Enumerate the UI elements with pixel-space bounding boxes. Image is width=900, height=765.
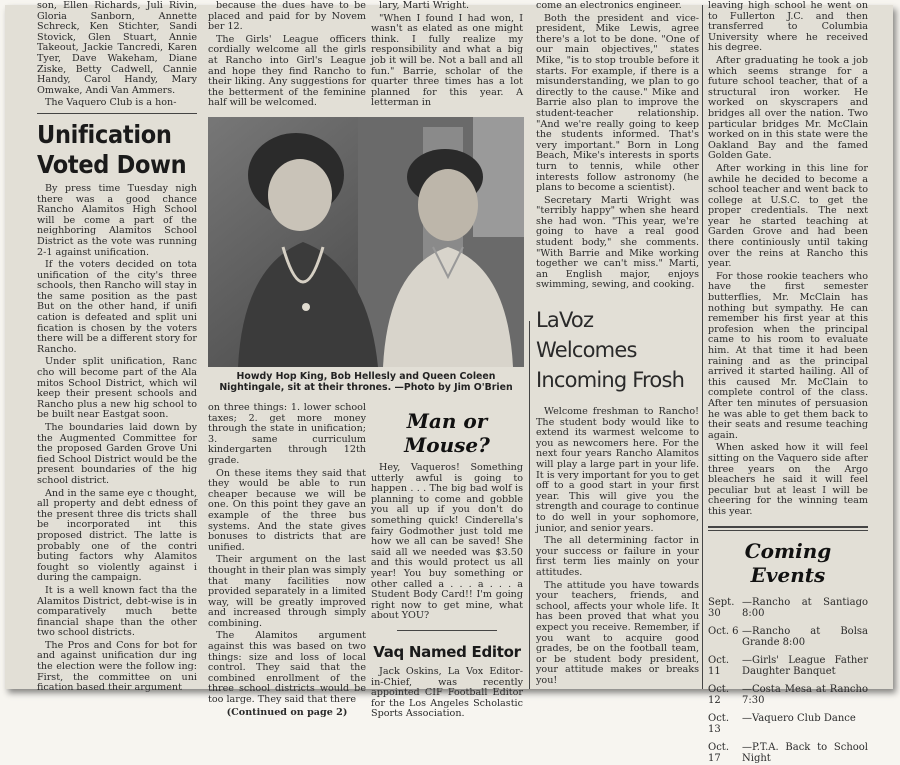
event-item xyxy=(708,684,868,707)
headline-man-or-mouse: Man or Mouse? xyxy=(404,409,490,457)
event-date: Oct. 17 xyxy=(708,741,729,764)
headline-lavoz-welcomes: LaVoz Welcomes xyxy=(536,308,637,363)
article-paragraph: The Alamitos argument against this was based on two things: size and loss of local control. They said that the combined enrollment of the three school districts would be too large. They said that there xyxy=(208,630,366,706)
column-rule xyxy=(529,321,530,689)
article-paragraph: Jack Oskins, La Vox Editor-in-Chief, was recently appointed CIF Football Editor for the Los Angeles Scholastic Sports Association. xyxy=(371,665,523,720)
article-paragraph: It is a well known fact tha the Alamitos District, debt-wise is in comparatively much bette financial shape than the other two school districts. xyxy=(37,584,197,639)
column-unification-continued xyxy=(208,402,366,718)
column-rule xyxy=(702,5,703,689)
article-paragraph: Hey, Vaqueros! Something utterly awful is going to happen . . . The big bad wolf is planning to come and gobble you all up if you don't do something quick! Cinderella's fairy Godmother just told me how we all can be saved! She said all we needed was $3.50 and this would protect us all year! You buy something or other called a . . . a . . . a Student Body Card!! I'm going right now to get mine, what about YOU? xyxy=(371,462,523,622)
event-text: —Rancho at Santiago 8:00 xyxy=(742,596,868,619)
article-paragraph: By press time Tuesday nigh there was a good chance Rancho Alamitos High School will be come a part of the neighboring Alamitos School District as the vote was running 2-1 against unification. xyxy=(37,182,197,258)
article-paragraph: When asked how it will feel sitting on the Vaquero side after three years on the Argo bleachers he said it will feel peculiar but at least I will be cheering for the winning team this year. xyxy=(708,442,868,517)
photo-image xyxy=(208,117,524,367)
article-paragraph: After working in this line for awhile he decided to become a school teacher and went back to college at U.S.C. to get the proper credentials. The next year he started teaching at Garden Grove and had been there continiously until taking over the reins at Rancho this year. xyxy=(708,162,868,270)
headline-voted-down: Voted Down xyxy=(37,149,187,179)
article-paragraph: For those rookie teachers who have the first semester butterflies, Mr. McClain has nothing but sympathy. He can remember his first year at this profesion when the principal came to his room to evaluate him. At that time it had been raining and as the principal arrived it started hailing. All of this caused Mr. McClain to complete control of the class. After ten minutes of persuasion he was able to get them back to their seats and resume teaching again. xyxy=(708,270,868,441)
event-date: Oct. 12 xyxy=(708,683,729,706)
event-date: Oct. 6 xyxy=(708,625,739,637)
event-text: —Rancho at Bolsa Grande 8:00 xyxy=(742,625,868,648)
article-paragraph: After graduating he took a job which seems strange for a future school teacher, that of a structural iron worker. He worked on skyscrapers and bridges all over the nation. Two particular bridges Mr. McClain worked on in this state were the Oakland Bay and the famed Golden Gate. xyxy=(708,54,868,162)
event-text: —Girls' League Father Daughter Banquet xyxy=(742,654,868,677)
article-paragraph: Under split unification, Ranc cho will become part of the Ala mitos School District, which wil keep their present schools and Rancho plus a new hig school to be built near Eastgat soon. xyxy=(37,356,197,421)
article-paragraph: Welcome freshman to Rancho! The student body would like to extend its warmest welcome to you as newcomers here. For the next four years Rancho Alamitos will play a large part in your life. It is very important for you to get off to a good start in your first year. This will give you the strength and courage to continue to do well in your sophomore, junior, and senior years. xyxy=(536,406,700,534)
headline-unification: Unification xyxy=(37,119,172,149)
column-student-body xyxy=(536,0,700,689)
newspaper-page xyxy=(5,0,893,764)
article-paragraph: lary, Marti Wright. xyxy=(379,0,470,11)
article-paragraph: If the voters decided on tota unification of the city's three schools, then Rancho will stay in the same position as the past But on the other hand, if unifi cation is defeated and split uni fication is chosen by the voters there will be a different story for Rancho. xyxy=(37,259,197,355)
article-paragraph: "When I found I had won, I wasn't as elated as one might think. I fully realize my responsibility and what a big job it will be. Not a ball and all fun." Barrie, scholar of the quarter three times has a lot planned for this year. A letterman in xyxy=(371,12,523,109)
headline-coming-events: Coming Events xyxy=(744,538,832,587)
article-paragraph: The attitude you have towards your teachers, friends, and school, affects your whole life. It has been proved that what you expect you receive. Remember, if you want to acquire good grades, be on the football team, or be student body president, your attitude makes or breaks you! xyxy=(536,579,699,686)
column-mcclain xyxy=(708,0,868,764)
article-paragraph: The boundaries laid down by the Augmented Committee for the proposed Garden Grove Uni fied School District would be the present boundaries of the hig school district. xyxy=(37,422,197,486)
article-paragraph: On these items they said that they would be able to run cheaper because we will be one. On this point they gave an example of the three bus systems. And the state gives bonuses to districts that are unified. xyxy=(208,467,366,553)
column-girls-league xyxy=(208,0,366,109)
event-item xyxy=(708,626,868,649)
article-paragraph: come an electronics engineer. xyxy=(536,0,682,11)
article-paragraph: Secretary Marti Wright was "terribly happy" when she heard she had won. "This year, we're going to have a real good student body," she comments. "With Barrie and Mike working together we can't miss." Marti, an English major, enjoys swimming, sewing, and cooking. xyxy=(536,194,699,291)
event-text: —Costa Mesa at Rancho 7:30 xyxy=(742,683,868,706)
girls-league-names: son, Ellen Richards, Juli Rivin, Gloria Sanborn, Annette Schreck, Ken Stichter, Sandi Stovick, Glen Stuart, Annie Takeout, Jackie Tancredi, Karen Tyer, Dave Wakeham, Diane Ziske, Betty Cadwell, Cannie Handy, Carol Handy, Mary Omwake, Andi Van Ammers. xyxy=(37,0,197,96)
article-paragraph: leaving high school he went on to Fullerton J.C. and then transferred to Columbia University where he received his degree. xyxy=(708,0,868,54)
event-item xyxy=(708,655,868,678)
event-date: Oct. 13 xyxy=(708,712,729,735)
royalty-photo xyxy=(208,117,524,367)
article-paragraph: The Pros and Cons for bot for and against unification dur ing the election were the follow ing: First, the committee on uni fication based their argument xyxy=(37,639,197,694)
article-paragraph: The Girls' League officers cordially welcome all the girls at Rancho into Girl's League and hope they find Rancho to their liking. Any suggestions for the betterment of the feminine half will be welcomed. xyxy=(208,33,366,109)
column-unification xyxy=(37,0,197,694)
event-text: —Vaquero Club Dance xyxy=(742,712,856,724)
event-item xyxy=(708,742,868,765)
article-paragraph: on three things: 1. lower school taxes; 2. get more money through the state in unification; 3. same curriculum kindergarten through 12th grade. xyxy=(208,402,366,466)
article-paragraph: And in the same eye c thought, all property and debt edness of the present three dis tricts shall be incorporated int this proposed district. The latte is probably one of the contri buting factors why Alamitos fought so violently against i during the campaign. xyxy=(37,487,197,584)
continued-note: (Continued on page 2) xyxy=(226,706,348,718)
article-paragraph: Both the president and vice-president, Mike Lewis, agree there's a lot to be done. "One of our main objectives," states Mike, "is to stop trouble before it starts. For example, if there is a misunderstanding, we plan to go directly to the cause." Mike and Barrie also plan to improve the student-teacher relationship. "And we're really going to keep the students informed. That's very important." Born in Long Beach, Mike's interests in sports turn to tennis, while other interests follow astronomy (he plans to become a scientist). xyxy=(536,12,699,194)
event-date: Oct. 11 xyxy=(708,654,729,677)
headline-vaq-named-editor: Vaq Named Editor xyxy=(373,642,521,661)
column-man-or-mouse xyxy=(371,409,523,720)
event-date: Sept. 30 xyxy=(708,596,735,619)
event-text: —P.T.A. Back to School Night xyxy=(742,741,868,764)
article-paragraph: The all determining factor in your success or failure in your first term lies mainly on your attitudes. xyxy=(536,535,699,578)
column-election-top xyxy=(371,0,523,109)
headline-incoming-frosh: Incoming Frosh xyxy=(536,368,685,393)
event-item xyxy=(708,597,868,620)
photo-caption: Howdy Hop King, Bob Hellesly and Queen Coleen Nightingale, sit at their thrones. —Photo by Jim O'Brien xyxy=(219,371,513,393)
event-item xyxy=(708,713,868,736)
article-paragraph: Their argument on the last thought in their plan was simply that many facilities now provided separately in a limited way, will be greatly improved and increased through simply combining. xyxy=(208,554,366,629)
article-paragraph: because the dues have to be placed and paid for by Novem ber 12. xyxy=(208,0,366,33)
vaquero-club-text: The Vaquero Club is a hon- xyxy=(45,97,177,109)
